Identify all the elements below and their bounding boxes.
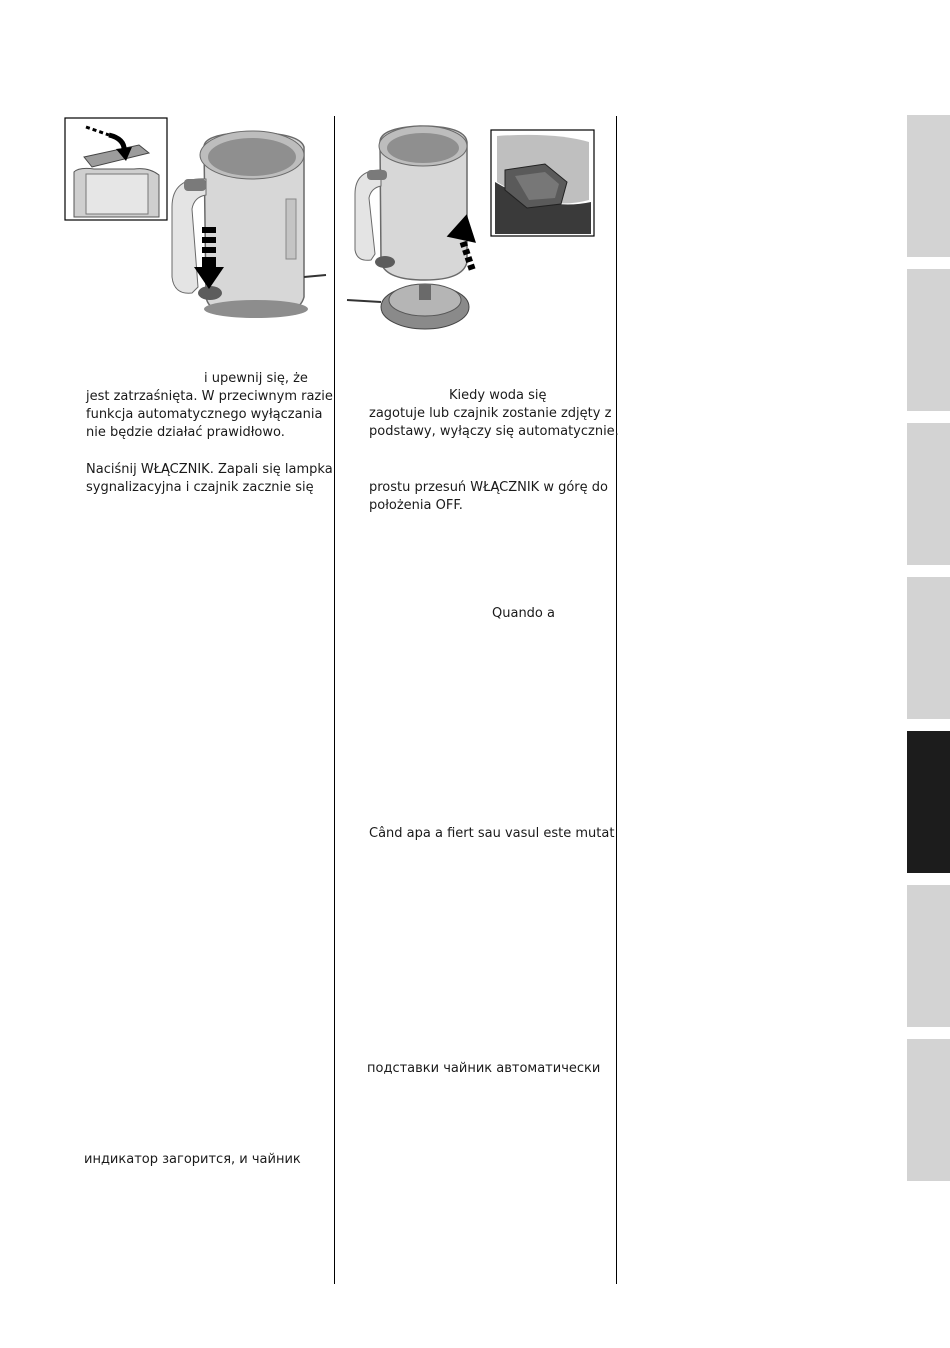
text-line: sygnalizacyjna i czajnik zacznie się [86,480,314,495]
language-tab[interactable] [907,577,950,719]
power-base-image [347,284,469,329]
language-tab[interactable] [907,1039,950,1181]
switch-inset-image [491,130,594,236]
text-line: podstawy, wyłączy się automatycznie. [369,424,619,439]
text-line: i upewnij się, że [204,371,308,386]
text-line: Când apa a fiert sau vasul este mutat [369,826,615,841]
text-line: zagotuje lub czajnik zostanie zdjęty z [369,406,612,421]
language-tab[interactable] [907,269,950,411]
text-line: funkcja automatycznego wyłączania [86,407,323,422]
language-tab[interactable] [907,423,950,565]
kettle-image [172,131,326,318]
text-line: jest zatrzaśnięta. W przeciwnym razie [86,389,333,404]
text-line: Naciśnij WŁĄCZNIK. Zapali się lampka [86,462,333,477]
language-tab[interactable] [907,115,950,257]
text-line: подставки чайник автоматически [367,1061,601,1076]
text-line: Quando a [492,606,555,621]
kettle-lid-close-illustration [64,117,334,322]
column-divider-right [616,116,617,1284]
text-line: prostu przesuń WŁĄCZNIK w górę do [369,480,608,495]
kettle-lift-off-illustration [345,122,597,337]
text-line: nie będzie działać prawidłowo. [86,425,285,440]
lid-inset-image [65,118,167,220]
text-line: индикатор загорится, и чайник [84,1152,301,1167]
language-tab[interactable] [907,885,950,1027]
column-divider-left [334,116,335,1284]
language-tab-active[interactable] [907,731,950,873]
text-line: położenia OFF. [369,498,463,513]
text-line: Kiedy woda się [449,388,547,403]
kettle-image [355,126,467,280]
